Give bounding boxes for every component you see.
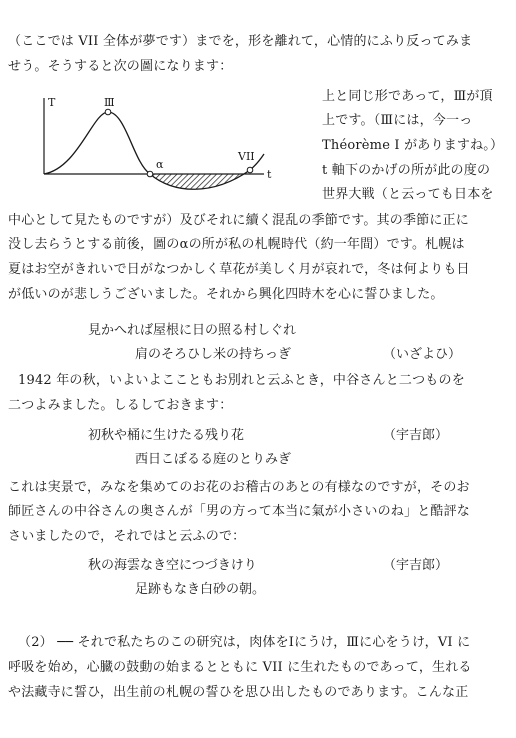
para1-line2: せう。そうすると次の圖になります： xyxy=(8,59,233,74)
poem1-author: （いざよひ） xyxy=(383,347,462,362)
poem1-line1: 見かへれば屋根に日の照る村しぐれ xyxy=(88,323,297,338)
para5-line1: （2） ── それで私たちのこの研究は，肉体をⅠにうけ，Ⅲに心をうけ，VI に xyxy=(18,635,471,650)
para3-line1: 1942 年の秋，いよいよここともお別れと云ふとき，中谷さんと二つものを xyxy=(18,373,465,388)
para4-line3: さいましたので，それではと云ふので： xyxy=(8,529,246,544)
para4-line2: 師匠さんの中谷さんの奥さんが「男の方って本当に氣が小さいのね」と酷評な xyxy=(8,504,471,519)
poem1-line2: 肩のそろひし米の持ちっぎ xyxy=(135,347,292,362)
curve-diagram xyxy=(38,92,288,192)
side-line4: t 軸下のかげの所が此の度の xyxy=(322,163,491,178)
para2-line2: 没し去らうとする前後，圖のαの所が私の札幌時代（約一年間）です。札幌は xyxy=(8,237,465,252)
poem2-line1: 初秋や桶に生けたる残り花 xyxy=(88,428,245,443)
side-line2: 上です。（Ⅲには，今一っ xyxy=(322,113,473,128)
peak-point xyxy=(105,109,111,115)
y-axis-label: T xyxy=(48,96,56,109)
poem2-line2: 西日こぼるる庭のとりみぎ xyxy=(135,452,292,467)
poem3-author: （宇吉郎） xyxy=(383,558,449,573)
poem3-line1: 秋の海雲なき空につづきけり xyxy=(88,558,257,573)
para2-line3: 夏はお空がきれいで日がなつかしく草花が美しく月が哀れで，冬は何よりも日 xyxy=(8,262,470,277)
para5-line3: や法藏寺に誓ひ，出生前の札幌の誓ひを思ひ出したものであります。こんな正 xyxy=(8,685,469,700)
end-point xyxy=(247,167,253,173)
side-line5: 世界大戦（と云っても日本を xyxy=(322,187,494,202)
side-line1: 上と同じ形であって，Ⅲが頂 xyxy=(322,89,493,104)
para1-line1: （ここでは VII 全体が夢です）までを，形を離れて，心情的にふり反ってみま xyxy=(8,34,473,49)
end-label: VII xyxy=(238,150,255,163)
alpha-label: α xyxy=(156,158,164,171)
poem2-author: （宇吉郎） xyxy=(383,428,449,443)
x-axis-label: t xyxy=(267,168,272,181)
para5-line2: 呼吸を始め，心臓の鼓動の始まるとともに VII に生れたものであって，生れる xyxy=(8,660,472,675)
para2-line1: 中心として見たものですが）及びそれに續く混乱の季節です。其の季節に正に xyxy=(8,213,469,228)
peak-label: Ⅲ xyxy=(104,96,115,109)
alpha-point xyxy=(147,171,153,177)
para3-line2: 二つよみました。しるしておきます： xyxy=(8,398,233,413)
poem3-line2: 足跡もなき白砂の朝。 xyxy=(135,582,266,597)
para2-line4: が低いのが悲しうございました。それから興化四時木を心に誓ひました。 xyxy=(8,287,444,302)
para4-line1: これは実景で，みなを集めてのお花のお稽古のあとの有様なのですが，そのお xyxy=(8,480,470,495)
side-line3: Théorème Ⅰ がありますね。） xyxy=(322,138,504,153)
